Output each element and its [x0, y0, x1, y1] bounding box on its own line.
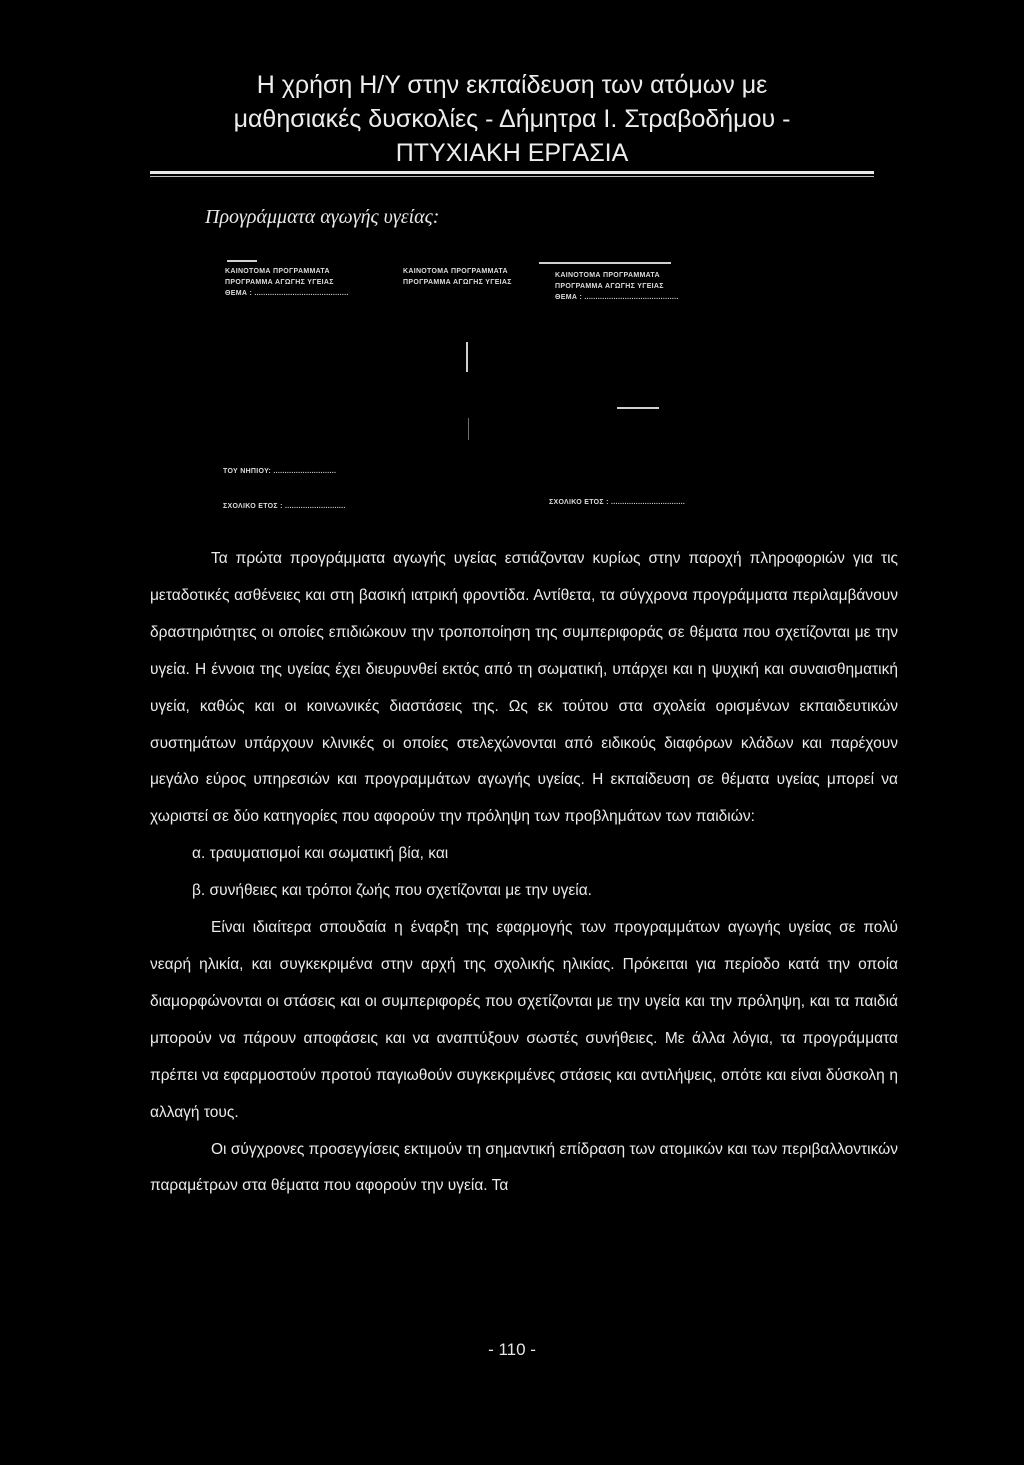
- header-title-line-1: Η χρήση Η/Υ στην εκπαίδευση των ατόμων με: [256, 71, 768, 99]
- program-poster-figure: [205, 250, 705, 520]
- list-item-a: α. τραυματισμοί και σωματική βία, και: [192, 845, 449, 863]
- figure-right-block: [555, 270, 695, 303]
- figure-right-line-1: ΚΑΙΝΟΤΟΜΑ ΠΡΟΓΡΑΜΜΑΤΑ: [555, 272, 660, 279]
- page-number: - 110 -: [488, 1340, 536, 1359]
- paragraph-2: Είναι ιδιαίτερα σπουδαία η έναρξη της εφαρμογής των προγραμμάτων αγωγής υγείας σε πολύ νεαρή ηλικία, και συγκεκριμένα στην αρχή της σχολικής ηλικίας. Πρόκειται για περίοδο κατά την οποία διαμορφώνονται οι στάσεις και οι συμπεριφορές που σχετίζονται με την υγεία και την πρόληψη, και τα παιδιά μπορούν να πάρουν αποφάσεις και να αναπτύξουν σωστές συνήθειες. Με άλλα λόγια, τα προγράμματα πρέπει να εφαρμοστούν προτού παγιωθούν συγκεκριμένες στάσεις και αντιλήψεις, οπότε και είναι δύσκολη η αλλαγή τους.: [150, 919, 898, 1121]
- figure-middle-line-1: ΚΑΙΝΟΤΟΜΑ ΠΡΟΓΡΑΜΜΑΤΑ: [403, 268, 508, 275]
- figure-year-left: ΣΧΟΛΙΚΟ ΕΤΟΣ : ...........................: [223, 503, 346, 510]
- figure-left-line-3: ΘΕΜΑ : ..........................................: [225, 290, 349, 297]
- figure-horizontal-dash: [617, 407, 659, 409]
- figure-right-line-2: ΠΡΟΓΡΑΜΜΑ ΑΓΩΓΗΣ ΥΓΕΙΑΣ: [555, 283, 664, 290]
- figure-vertical-divider: [466, 342, 468, 372]
- figure-right-topline: [539, 262, 671, 264]
- section-heading: Προγράμματα αγωγής υγείας:: [205, 206, 440, 228]
- paragraph-1: Τα πρώτα προγράμματα αγωγής υγείας εστιάζονταν κυρίως στην παροχή πληροφοριών για τις μεταδοτικές ασθένειες και στη βασική ιατρική φροντίδα. Αντίθετα, τα σύγχρονα προγράμματα περιλαμβάνουν δραστηριότητες οι οποίες επιδιώκουν την τροποποίηση της συμπεριφοράς σε θέματα που σχετίζονται με την υγεία. Η έννοια της υγείας έχει διευρυνθεί εκτός από τη σωματική, υπάρχει και η ψυχική και συναισθηματική υγεία, καθώς και οι κοινωνικές διαστάσεις της. Ως εκ τούτου στα σχολεία ορισμένων εκπαιδευτικών συστημάτων υπάρχουν κλινικές οι οποίες στελεχώνονται από ειδικούς διαφόρων κλάδων και παρέχουν μεγάλο εύρος υπηρεσιών και προγραμμάτων αγωγής υγείας. Η εκπαίδευση σε θέματα υγείας μπορεί να χωριστεί σε δύο κατηγορίες που αφορούν την πρόληψη των προβλημάτων των παιδιών:: [150, 550, 898, 826]
- figure-left-line-1: ΚΑΙΝΟΤΟΜΑ ΠΡΟΓΡΑΜΜΑΤΑ: [225, 268, 330, 275]
- header-title-line-3: ΠΤΥΧΙΑΚΗ ΕΡΓΑΣΙΑ: [395, 139, 629, 167]
- list-item-b: β. συνήθειες και τρόποι ζωής που σχετίζονται με την υγεία.: [192, 882, 592, 900]
- figure-right-line-3: ΘΕΜΑ : ..........................................: [555, 294, 679, 301]
- figure-left-line-2: ΠΡΟΓΡΑΜΜΑ ΑΓΩΓΗΣ ΥΓΕΙΑΣ: [225, 279, 334, 286]
- body-text: [150, 541, 898, 1205]
- figure-left-topline: [227, 260, 257, 262]
- figure-middle-line-2: ΠΡΟΓΡΑΜΜΑ ΑΓΩΓΗΣ ΥΓΕΙΑΣ: [403, 279, 512, 286]
- header-rule-thin: [150, 176, 874, 177]
- figure-middle-block: [403, 266, 543, 288]
- header-title-line-2: μαθησιακές δυσκολίες - Δήμητρα Ι. Στραβοδήμου -: [233, 105, 791, 133]
- page-header-title: [150, 68, 874, 170]
- figure-year-right: ΣΧΟΛΙΚΟ ΕΤΟΣ : .................................: [549, 499, 686, 506]
- figure-dotted-divider: [468, 418, 469, 440]
- header-rule: [150, 171, 874, 174]
- figure-left-block: [225, 266, 365, 299]
- paragraph-3: Οι σύγχρονες προσεγγίσεις εκτιμούν τη σημαντική επίδραση των ατομικών και των περιβαλλοντικών παραμέτρων στα θέματα που αφορούν την υγεία. Τα: [150, 1140, 898, 1195]
- figure-school-label: ΤΟΥ ΝΗΠΙΟΥ: ............................: [223, 468, 337, 475]
